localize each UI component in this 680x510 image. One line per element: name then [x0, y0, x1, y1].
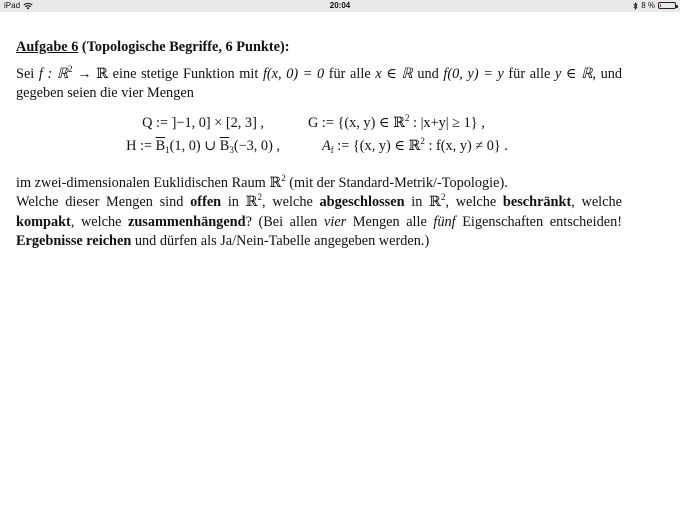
- intro-math: f(0, y) = y: [443, 65, 504, 82]
- intro-text: , und gegeben seien die vier Mengen: [16, 65, 623, 101]
- bluetooth-icon: [633, 2, 638, 10]
- status-time: 20:04: [329, 1, 351, 10]
- intro-text: eine stetige Funktion mit: [108, 65, 263, 82]
- property-beschraenkt: beschränkt: [502, 194, 572, 210]
- question-sup: 2: [257, 192, 263, 202]
- property-abgeschlossen: abgeschlossen: [319, 194, 405, 210]
- property-offen: offen: [190, 194, 222, 210]
- intro-text: und: [412, 65, 444, 82]
- question-text: in ℝ: [404, 194, 441, 210]
- emphasis-vier: vier: [324, 213, 347, 230]
- status-bar: [0, 0, 680, 12]
- question-text: , welche: [571, 194, 622, 210]
- task-number: Aufgabe 6: [16, 39, 79, 55]
- intro-math: y ∈ ℝ: [554, 65, 593, 82]
- intro-text: für alle: [503, 65, 555, 82]
- set-a-part: : f(x, y) ≠ 0} .: [424, 137, 508, 154]
- set-g-part: : |x+y| ≥ 1} ,: [409, 114, 485, 131]
- question-text: ? (Bei allen: [245, 213, 324, 230]
- intro-math: → ℝ: [72, 65, 109, 82]
- set-g-sup: 2: [404, 112, 410, 123]
- set-a-part: A: [322, 137, 331, 154]
- set-a-definition: [322, 137, 508, 157]
- set-a-sup: 2: [420, 135, 425, 146]
- set-h-ball: $\overline{B}$: [219, 137, 230, 154]
- task-title-rest: (Topologische Begriffe, 6 Punkte):: [78, 39, 290, 55]
- space-text: im zwei-dimensionalen Euklidischen Raum ℝ: [16, 174, 282, 191]
- question-text: Eigenschaften entscheiden!: [455, 213, 622, 230]
- intro-sup: 2: [68, 63, 73, 74]
- battery-level: [660, 4, 661, 7]
- question-text: , welche: [445, 194, 503, 210]
- status-right: [633, 1, 676, 10]
- intro-math: f(x, 0) = 0: [262, 65, 325, 82]
- intro-text: für alle: [324, 65, 376, 82]
- set-h-part: H :=: [126, 137, 156, 154]
- task-title: [16, 38, 622, 58]
- space-text: (mit der Standard-Metrik/-Topologie).: [285, 174, 508, 191]
- set-g-part: G := {(x, y) ∈ ℝ: [308, 114, 405, 131]
- space-sup: 2: [281, 172, 286, 183]
- document-content: [16, 38, 622, 252]
- set-definitions: [16, 114, 622, 160]
- question-text: , welche: [262, 194, 320, 210]
- question-text: Welche dieser Mengen sind: [16, 194, 191, 210]
- intro-math: f : ℝ: [38, 65, 69, 82]
- property-zusammenhaengend: zusammenhängend: [128, 213, 246, 230]
- question-text: Mengen alle: [346, 213, 434, 230]
- set-h-ball: $\overline{B}$: [155, 137, 166, 154]
- set-h-sub: 1: [165, 144, 170, 155]
- question-text: , welche: [70, 213, 128, 230]
- intro-text: Sei: [16, 65, 39, 82]
- set-g-definition: [308, 114, 485, 134]
- battery-icon: [658, 2, 676, 9]
- question-text: und dürfen als Ja/Nein-Tabelle angegeben werden.): [131, 233, 430, 249]
- intro-math: x ∈ ℝ: [375, 65, 413, 82]
- set-q-definition: Q := ]−1, 0] × [2, 3] ,: [142, 114, 264, 131]
- question-text: in ℝ: [221, 194, 258, 210]
- set-h-sub: 3: [229, 144, 234, 155]
- intro-paragraph: [16, 65, 622, 104]
- emphasis-fuenf: fünf: [433, 213, 456, 230]
- set-h-part: (1, 0) ∪: [169, 137, 220, 154]
- question-sup: 2: [440, 192, 446, 202]
- property-kompakt: kompakt: [16, 213, 71, 230]
- set-a-part: := {(x, y) ∈ ℝ: [333, 137, 421, 154]
- battery-percent: 8 %: [641, 1, 655, 10]
- results-emphasis: Ergebnisse reichen: [16, 233, 132, 249]
- set-a-sub: f: [330, 144, 334, 155]
- set-h-part: (−3, 0) ,: [233, 137, 280, 154]
- space-line: [16, 174, 622, 194]
- question-paragraph: [16, 193, 622, 252]
- set-h-definition: [126, 137, 280, 157]
- device-name: iPad: [4, 1, 21, 10]
